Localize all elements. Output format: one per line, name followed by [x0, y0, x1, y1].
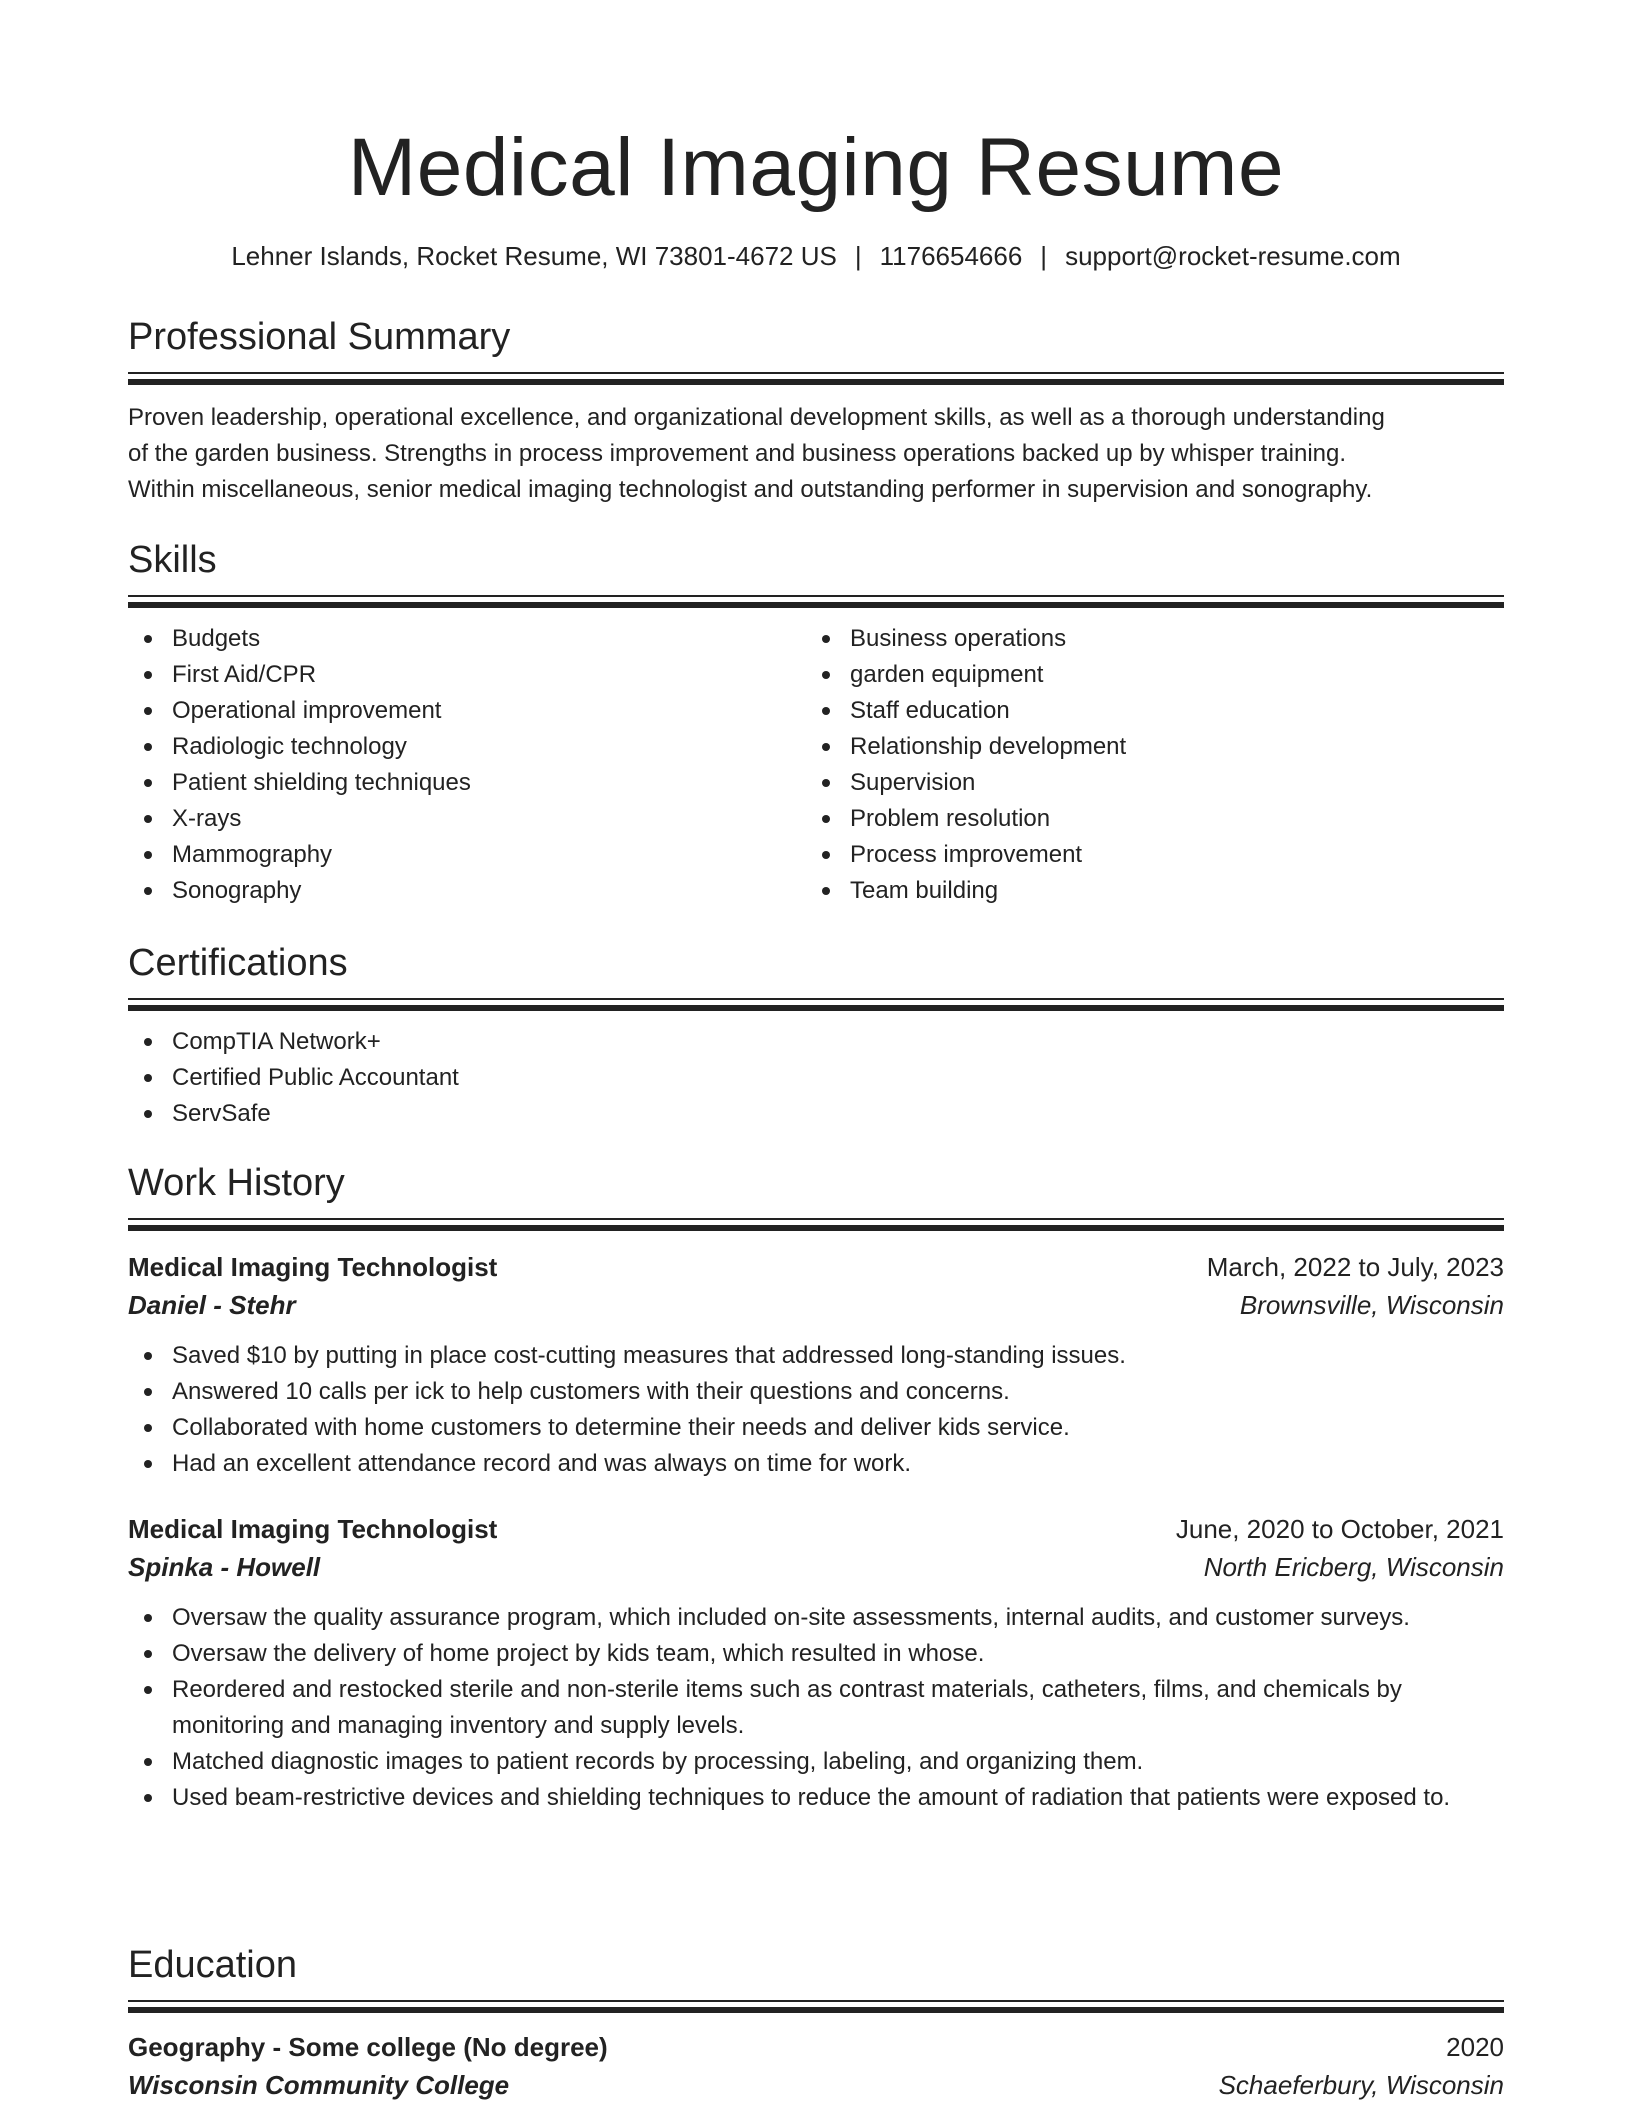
job-company: Daniel - Stehr [128, 1290, 296, 1320]
certifications-list [128, 1024, 1504, 1132]
skill-item: Team building [806, 873, 1484, 909]
summary-line: Proven leadership, operational excellence, and organizational development skills, as well as a thorough understanding [128, 404, 1385, 431]
section-divider [128, 998, 1504, 1012]
education-section [128, 1940, 1504, 2104]
resume-name: Medical Imaging Resume [347, 122, 1285, 213]
skills-section [128, 535, 1504, 909]
section-title-certifications: Certifications [128, 942, 348, 984]
job-entry [128, 1248, 1504, 1482]
skill-item: Staff education [806, 693, 1484, 729]
education-school: Wisconsin Community College [128, 2070, 510, 2100]
job-bullet: Oversaw the quality assurance program, which included on-site assessments, internal audits, and customer surveys. [128, 1600, 1504, 1636]
contact-address: Lehner Islands, Rocket Resume, WI 73801-4672 US [231, 241, 837, 271]
job-bullet: Saved $10 by putting in place cost-cutting measures that addressed long-standing issues. [128, 1338, 1504, 1374]
section-divider [128, 595, 1504, 609]
education-entry [128, 2028, 1504, 2104]
skills-columns [128, 621, 1504, 909]
job-bullet: Used beam-restrictive devices and shielding techniques to reduce the amount of radiation that patients were exposed to. [128, 1780, 1504, 1816]
job-title: Medical Imaging Technologist [128, 1252, 498, 1282]
job-bullet: Answered 10 calls per ick to help customers with their questions and concerns. [128, 1374, 1504, 1410]
job-bullet: Collaborated with home customers to determine their needs and deliver kids service. [128, 1410, 1504, 1446]
section-title-skills: Skills [128, 539, 217, 581]
summary-line: Within miscellaneous, senior medical imaging technologist and outstanding performer in supervision and sonography. [128, 476, 1373, 503]
contact-separator: | [854, 241, 862, 271]
education-location: Schaeferbury, Wisconsin [1218, 2070, 1504, 2100]
skill-item: First Aid/CPR [128, 657, 806, 693]
job-entry [128, 1510, 1504, 1816]
education-header [128, 2028, 1504, 2066]
job-dates: March, 2022 to July, 2023 [1206, 1252, 1504, 1282]
job-bullets [128, 1600, 1504, 1816]
skill-item: Relationship development [806, 729, 1484, 765]
section-divider [128, 1218, 1504, 1232]
skill-item: Radiologic technology [128, 729, 806, 765]
skill-item: Sonography [128, 873, 806, 909]
education-subheader [128, 2066, 1504, 2104]
work-history-section [128, 1158, 1504, 1816]
certification-item: CompTIA Network+ [128, 1024, 1504, 1060]
skills-list-right [806, 621, 1484, 909]
section-title-work: Work History [128, 1162, 345, 1204]
job-dates: June, 2020 to October, 2021 [1175, 1514, 1504, 1544]
skill-item: Patient shielding techniques [128, 765, 806, 801]
certification-item: Certified Public Accountant [128, 1060, 1504, 1096]
section-title-summary: Professional Summary [128, 316, 511, 358]
job-bullets [128, 1338, 1504, 1482]
contact-phone: 1176654666 [879, 241, 1023, 271]
job-header [128, 1510, 1504, 1548]
section-divider [128, 2000, 1504, 2014]
contact-email[interactable]: support@rocket-resume.com [1065, 241, 1401, 271]
skill-item: Operational improvement [128, 693, 806, 729]
skill-item: Supervision [806, 765, 1484, 801]
summary-text [128, 400, 1504, 508]
job-subheader [128, 1548, 1504, 1586]
education-degree: Geography - Some college (No degree) [128, 2032, 608, 2062]
job-bullet: Oversaw the delivery of home project by kids team, which resulted in whose. [128, 1636, 1504, 1672]
skills-column-right [806, 621, 1484, 909]
skill-item: X-rays [128, 801, 806, 837]
certifications-section [128, 938, 1504, 1132]
job-location: Brownsville, Wisconsin [1239, 1290, 1504, 1320]
skill-item: Mammography [128, 837, 806, 873]
skill-item: Problem resolution [806, 801, 1484, 837]
job-bullet: Matched diagnostic images to patient records by processing, labeling, and organizing them. [128, 1744, 1504, 1780]
job-title: Medical Imaging Technologist [128, 1514, 498, 1544]
certification-item: ServSafe [128, 1096, 1504, 1132]
job-header [128, 1248, 1504, 1286]
education-year: 2020 [1446, 2032, 1504, 2062]
section-divider [128, 372, 1504, 386]
skills-column-left [128, 621, 806, 909]
job-company: Spinka - Howell [128, 1552, 321, 1582]
contact-separator: | [1040, 241, 1048, 271]
job-location: North Ericberg, Wisconsin [1203, 1552, 1504, 1582]
section-title-education: Education [128, 1944, 298, 1986]
skills-list-left [128, 621, 806, 909]
job-subheader [128, 1286, 1504, 1324]
contact-line [128, 238, 1504, 274]
job-bullet: Had an excellent attendance record and was always on time for work. [128, 1446, 1504, 1482]
summary-line: of the garden business. Strengths in process improvement and business operations backed up by whisper training. [128, 440, 1347, 467]
skill-item: garden equipment [806, 657, 1484, 693]
summary-section [128, 312, 1504, 508]
skill-item: Business operations [806, 621, 1484, 657]
skill-item: Process improvement [806, 837, 1484, 873]
skill-item: Budgets [128, 621, 806, 657]
job-bullet: Reordered and restocked sterile and non-sterile items such as contrast materials, catheters, films, and chemicals by monitoring and managing inventory and supply levels. [128, 1672, 1504, 1744]
